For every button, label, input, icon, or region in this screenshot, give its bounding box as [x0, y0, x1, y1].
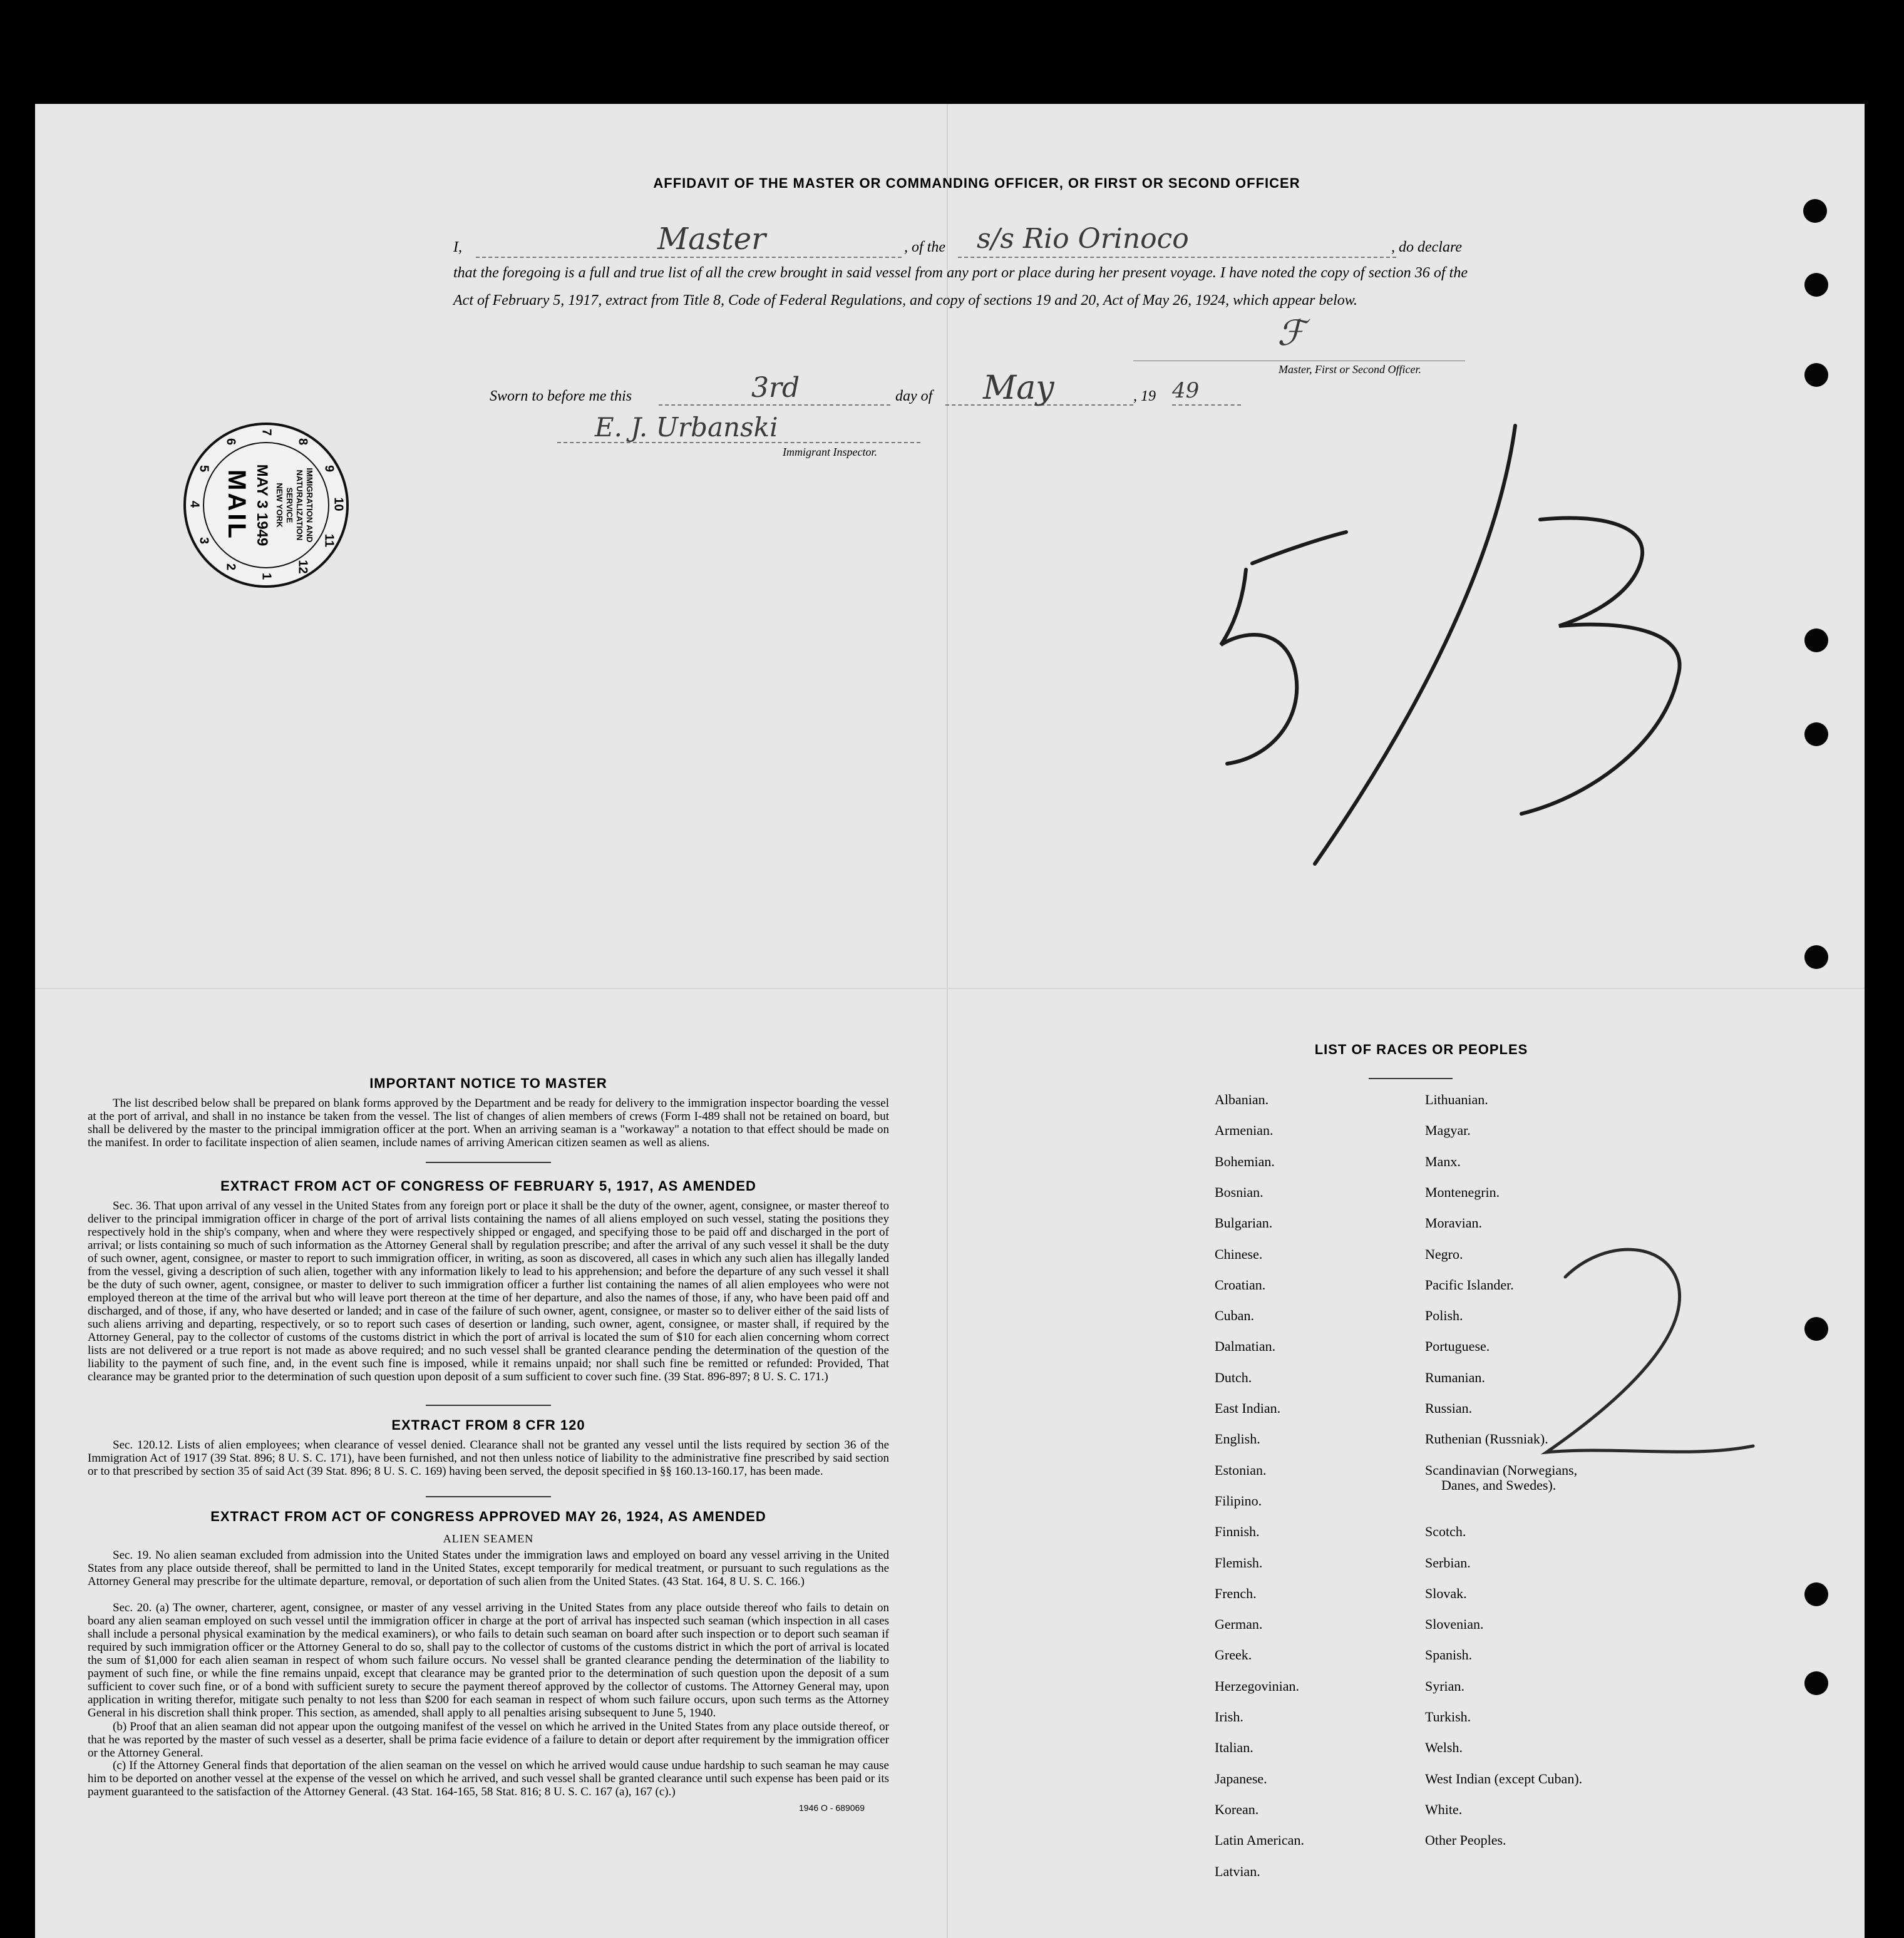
stamp-mail: MAIL — [223, 469, 250, 541]
stamp-dial-number: 9 — [322, 464, 336, 472]
extract-1917-body: Sec. 36. That upon arrival of any vessel in the United States from any foreign port or place it shall be the duty of the owner, agent, consignee, or master thereof to deliver to the principal immigration officer in charge of the port of arrival lists containing the names of all aliens employed on such vessel, stating the positions they respectively hold in the ship's company, when and where they were respectively shipped or engaged, and specifying those to be paid off and discharged in the port of arrival; or lists containing so much of such information as the Attorney General shall by regulation prescribe; and after the arrival of any such vessel it shall be the duty of such owner, agent, consignee, or master to report to such immigration officer, in writing, as soon as discovered, all cases in which any such alien has illegally landed from the vessel, giving a description of such alien, together with any information likely to lead to his apprehension; and before the departure of any such vessel it shall be the duty of such owner, agent, consignee, or master to deliver to such immigration officer a further list containing the names of all alien employees who were not employed thereon at the time of the arrival but who will leave port thereon at the time of her departure, and also the names of those, if any, who have been paid off and discharged, and of those, if any, who have deserted or landed; and in case of the failure of such owner, agent, consignee, or master so to deliver either of the said lists of such aliens arriving and departing, respectively, or so to report such cases of desertion or landing, such owner, agent, consignee, or master shall, if required by the Attorney General, pay to the collector of customs of the customs district in which the port of arrival is located the sum of $10 for each alien concerning whom correct lists are not delivered or a true report is not made as above required; and no such vessel shall be granted clearance pending the determination of the question of the liability to the payment of such fine, and, in the event such fine is imposed, while it remains unpaid; nor shall such fine be remitted or refunded: Provided, That clearance may be granted prior to the determination of such question upon deposit of a sum sufficient to cover such fine. (39 Stat. 896-897; 8 U. S. C. 171.) — [88, 1199, 889, 1383]
affidavit-i-label: I, — [453, 239, 462, 255]
race-item: Scotch. — [1425, 1524, 1466, 1539]
inspector-caption: Immigrant Inspector. — [783, 446, 877, 458]
race-item: Pacific Islander. — [1425, 1277, 1514, 1293]
affidavit-title: AFFIDAVIT OF THE MASTER OR COMMANDING OFFICER, OR FIRST OR SECOND OFFICER — [653, 175, 1300, 191]
race-item: English. — [1215, 1431, 1260, 1447]
race-item: East Indian. — [1215, 1400, 1281, 1416]
race-item: White. — [1425, 1802, 1463, 1817]
race-item: Korean. — [1215, 1802, 1259, 1817]
stamp-dial-number: 11 — [322, 533, 336, 547]
sworn-month: May — [983, 369, 1054, 407]
race-item: Latin American. — [1215, 1832, 1304, 1848]
race-item: Estonian. — [1215, 1462, 1267, 1478]
race-item: Montenegrin. — [1425, 1184, 1500, 1200]
race-item: Albanian. — [1215, 1092, 1269, 1107]
year-prefix: , 19 — [1133, 388, 1156, 404]
stamp-dial-number: 5 — [197, 464, 211, 472]
divider — [1369, 1078, 1453, 1079]
sworn-day: 3rd — [751, 372, 800, 404]
race-item: German. — [1215, 1616, 1263, 1632]
race-item: Italian. — [1215, 1740, 1253, 1755]
race-item: Manx. — [1425, 1154, 1461, 1169]
race-item: Bohemian. — [1215, 1154, 1275, 1169]
race-item: Moravian. — [1425, 1215, 1483, 1231]
race-item: Scandinavian (Norwegians, — [1425, 1462, 1578, 1478]
races-title: LIST OF RACES OR PEOPLES — [1314, 1042, 1528, 1057]
stamp-dial-number: 12 — [296, 559, 309, 574]
stamp-dial-number: 4 — [187, 500, 202, 508]
race-item: Danes, and Swedes). — [1441, 1477, 1557, 1493]
do-declare-label: , do declare — [1391, 239, 1463, 255]
race-item: Dalmatian. — [1215, 1338, 1276, 1354]
inspector-signature: E. J. Urbanski — [595, 412, 778, 443]
divider — [426, 1496, 551, 1497]
race-item: Polish. — [1425, 1308, 1463, 1323]
divider — [426, 1405, 551, 1406]
stamp-dial-number: 6 — [224, 438, 237, 446]
master-signature: ℱ — [1277, 313, 1305, 354]
race-item: Filipino. — [1215, 1493, 1262, 1509]
race-item: French. — [1215, 1586, 1257, 1601]
race-item: Armenian. — [1215, 1122, 1274, 1138]
race-item: Flemish. — [1215, 1555, 1263, 1571]
stamp-dial-number: 2 — [224, 563, 237, 570]
notice-title: IMPORTANT NOTICE TO MASTER — [369, 1075, 607, 1091]
stamp-date: MAY 3 1949 — [254, 464, 270, 546]
race-item: Latvian. — [1215, 1864, 1260, 1879]
race-item: Cuban. — [1215, 1308, 1254, 1323]
affidavit-body: that the foregoing is a full and true list of all the crew brought in said vessel from any port or place during her present voyage. I have noted the copy of section 36 of the Act of February 5, 1917, extract from Title 8, Code of Federal Regulations, and copy of sections 19 and 20, Act of May 26, 1924, which appear below. — [453, 265, 1468, 309]
stamp-line3: SERVICE — [285, 487, 294, 523]
race-item: Turkish. — [1425, 1709, 1471, 1725]
race-item: Dutch. — [1215, 1370, 1252, 1385]
stamp-dial-number: 7 — [259, 428, 274, 436]
race-item: Slovenian. — [1425, 1616, 1484, 1632]
race-item: Herzegovinian. — [1215, 1678, 1299, 1694]
year-suffix: 49 — [1172, 378, 1200, 403]
print-code: 1946 O - 689069 — [799, 1803, 865, 1813]
extract-1924-sec19: Sec. 19. No alien seaman excluded from admission into the United States under the immigration laws and employed on board any vessel arriving in the United States from any place outside thereof, shall be permitted to land in the United States, except temporarily for medical treatment, or pursuant to such regulations as the Attorney General may prescribe for the ultimate departure, removal, or deportation of such alien from the United States. (43 Stat. 164, 8 U. S. C. 166.) — [88, 1549, 889, 1588]
stamp-line2: NATURALIZATION — [295, 469, 304, 541]
extract-1924-sec20b: (b) Proof that an alien seaman did not appear upon the outgoing manifest of the vessel on which he arrived in the United States from any place outside thereof, or that he was reported by the master of such vessel as a deserter, shall be prima facie evidence of a failure to detain or deport after requirement by the immigration officer or the Attorney General. — [88, 1720, 889, 1760]
race-item: Slovak. — [1425, 1586, 1467, 1601]
race-item: Finnish. — [1215, 1524, 1260, 1539]
stamp-dial-number: 10 — [331, 497, 346, 511]
race-item: Portuguese. — [1425, 1338, 1490, 1354]
of-the-label: , of the — [904, 239, 945, 255]
sworn-label: Sworn to before me this — [490, 388, 632, 404]
race-item: West Indian (except Cuban). — [1425, 1771, 1583, 1787]
stamp-dial-number: 1 — [259, 572, 274, 580]
notice-body: The list described below shall be prepared on blank forms approved by the Department and be ready for delivery to the immigration inspector boarding the vessel at the port of arrival, and shall in no instance be taken from the vessel. The list of changes of alien members of crews (Form I-489 shall not be retained on board, but shall be delivered by the master to the principal immigration officer at the port. When an arriving seaman is a "workaway" a notation to that effect should be made on the manifest. In order to facilitate inspection of alien seamen, include names of arriving American citizen seamen as well as aliens. — [88, 1097, 889, 1149]
race-item: Negro. — [1425, 1246, 1463, 1262]
extract-1917-title: EXTRACT FROM ACT OF CONGRESS OF FEBRUARY 5, 1917, AS AMENDED — [220, 1178, 756, 1194]
extract-1924-subtitle: ALIEN SEAMEN — [443, 1532, 534, 1545]
stamp-dial-number: 8 — [296, 438, 309, 446]
race-item: Bosnian. — [1215, 1184, 1263, 1200]
race-item: Welsh. — [1425, 1740, 1463, 1755]
signature-caption: Master, First or Second Officer. — [1279, 363, 1421, 376]
day-of-label: day of — [895, 388, 933, 404]
race-item: Lithuanian. — [1425, 1092, 1488, 1107]
race-item: Greek. — [1215, 1647, 1252, 1663]
extract-1924-sec20a: Sec. 20. (a) The owner, charterer, agent, consignee, or master of any vessel arriving in the United States from any place outside thereof who fails to detain on board any alien seaman employed on such vessel until the immigration officer in charge at the port of arrival has inspected such seaman (which inspection in all cases shall include a personal physical examination by the medical examiners), or who fails to detain such seaman on board after such inspection or to deport such seaman if required by such immigration officer or the Attorney General to do so, shall pay to the collector of customs of the customs district in which the port of arrival is located the sum of $1,000 for each alien seaman in respect of whom such failure occurs. No vessel shall be granted clearance pending the determination of the liability to payment of such fine, or while the fine remains unpaid, except that clearance may be granted prior to the determination of such question upon the deposit of a sum sufficient to cover such fine, or of a bond with sufficient surety to secure the payment thereof approved by the collector of customs. The Attorney General may, upon application in writing therefor, mitigate such penalty to not less than $200 for each seaman in respect of whom such failure occurs, upon such terms as the Attorney General in his discretion shall think proper. This section, as amended, shall apply to all penalties arising subsequent to June 5, 1940. — [88, 1601, 889, 1720]
race-item: Syrian. — [1425, 1678, 1464, 1694]
race-item: Magyar. — [1425, 1122, 1471, 1138]
race-item: Bulgarian. — [1215, 1215, 1273, 1231]
extract-1924-title: EXTRACT FROM ACT OF CONGRESS APPROVED MAY 26, 1924, AS AMENDED — [210, 1509, 766, 1524]
race-item: Spanish. — [1425, 1647, 1473, 1663]
race-item: Serbian. — [1425, 1555, 1471, 1571]
race-item: Croatian. — [1215, 1277, 1266, 1293]
stamp-line1: IMMIGRATION AND — [305, 468, 314, 543]
stamp-dial-number: 3 — [197, 536, 211, 544]
vessel-name: s/s Rio Orinoco — [977, 223, 1189, 255]
race-item: Japanese. — [1215, 1771, 1267, 1787]
race-item: Rumanian. — [1425, 1370, 1485, 1385]
race-item: Ruthenian (Russniak). — [1425, 1431, 1548, 1447]
divider — [426, 1162, 551, 1163]
extract-cfr-title: EXTRACT FROM 8 CFR 120 — [391, 1417, 585, 1433]
race-item: Irish. — [1215, 1709, 1243, 1725]
race-item: Other Peoples. — [1425, 1832, 1506, 1848]
extract-cfr-body: Sec. 120.12. Lists of alien employees; when clearance of vessel denied. Clearance shall not be granted any vessel until the lists required by section 36 of the Immigration Act of 1917 (39 Stat. 896; 8 U. S. C. 171), have been furnished, and not then unless notice of liability to the administrative fine prescribed by said section or to that prescribed by section 35 of said Act (39 Stat. 896; 8 U. S. C. 169) having been served, the deposit specified in §§ 160.13-160.17, has been made. — [88, 1438, 889, 1478]
stamp-line4: NEW YORK — [275, 483, 284, 528]
declarant-name: Master — [657, 222, 766, 257]
handwritten-number-2 — [0, 0, 1, 1]
race-item: Chinese. — [1215, 1246, 1263, 1262]
extract-1924-sec20c: (c) If the Attorney General finds that deportation of the alien seaman on the vessel on which he arrived would cause undue hardship to such seaman he may cause him to be deported on another vessel at the expense of the vessel on which he arrived, and such vessel shall be granted clearance until such expense has been paid or its payment guaranteed to the satisfaction of the Attorney General. (43 Stat. 164-165, 58 Stat. 816; 8 U. S. C. 167 (a), 167 (c).) — [88, 1759, 889, 1798]
race-item: Russian. — [1425, 1400, 1473, 1416]
